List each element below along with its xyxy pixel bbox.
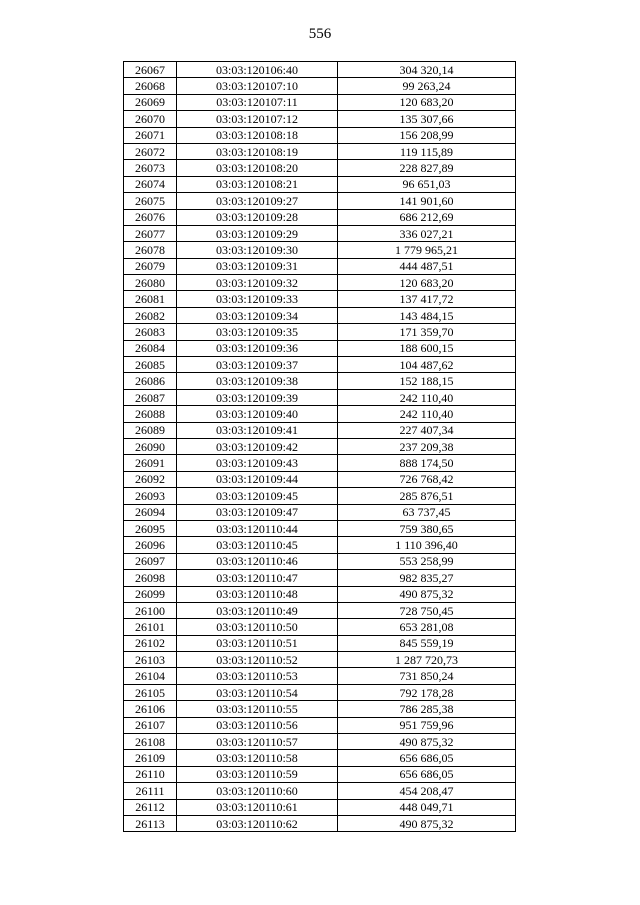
row-number-cell: 26071 [124, 127, 177, 143]
row-number-cell: 26080 [124, 275, 177, 291]
cadastral-value-cell: 99 263,24 [338, 78, 516, 94]
table-row [124, 766, 516, 782]
row-number-cell: 26072 [124, 143, 177, 159]
page-number: 556 [308, 26, 332, 42]
row-number-cell: 26096 [124, 537, 177, 553]
row-number-cell: 26076 [124, 209, 177, 225]
row-number-cell: 26082 [124, 307, 177, 323]
table-row [124, 275, 516, 291]
row-number-cell: 26083 [124, 324, 177, 340]
cadastral-value-cell: 845 559,19 [338, 635, 516, 651]
table-row [124, 225, 516, 241]
cadastral-number-cell: 03:03:120109:47 [177, 504, 338, 520]
row-number-cell: 26106 [124, 701, 177, 717]
row-number-cell: 26100 [124, 602, 177, 618]
cadastral-value-cell: 792 178,28 [338, 684, 516, 700]
cadastral-value-cell: 227 407,34 [338, 422, 516, 438]
cadastral-value-cell: 726 768,42 [338, 471, 516, 487]
table-row [124, 586, 516, 602]
cadastral-number-cell: 03:03:120110:46 [177, 553, 338, 569]
cadastral-value-cell: 1 779 965,21 [338, 242, 516, 258]
cadastral-value-cell: 656 686,05 [338, 750, 516, 766]
cadastral-value-cell: 1 287 720,73 [338, 652, 516, 668]
table-row [124, 684, 516, 700]
row-number-cell: 26068 [124, 78, 177, 94]
table-row [124, 389, 516, 405]
table-row [124, 520, 516, 536]
cadastral-number-cell: 03:03:120109:43 [177, 455, 338, 471]
table-row [124, 160, 516, 176]
cadastral-value-cell: 656 686,05 [338, 766, 516, 782]
row-number-cell: 26075 [124, 193, 177, 209]
cadastral-value-cell: 141 901,60 [338, 193, 516, 209]
cadastral-value-cell: 490 875,32 [338, 815, 516, 831]
cadastral-number-cell: 03:03:120109:37 [177, 357, 338, 373]
table-row [124, 455, 516, 471]
table-row [124, 62, 516, 78]
table-row [124, 652, 516, 668]
cadastral-value-cell: 786 285,38 [338, 701, 516, 717]
table-row [124, 619, 516, 635]
table-row [124, 307, 516, 323]
table-row [124, 324, 516, 340]
row-number-cell: 26078 [124, 242, 177, 258]
row-number-cell: 26088 [124, 406, 177, 422]
table-row [124, 717, 516, 733]
cadastral-number-cell: 03:03:120109:35 [177, 324, 338, 340]
cadastral-value-cell: 156 208,99 [338, 127, 516, 143]
row-number-cell: 26104 [124, 668, 177, 684]
cadastral-value-cell: 120 683,20 [338, 275, 516, 291]
row-number-cell: 26073 [124, 160, 177, 176]
cadastral-number-cell: 03:03:120110:59 [177, 766, 338, 782]
cadastral-number-cell: 03:03:120109:44 [177, 471, 338, 487]
table-row [124, 750, 516, 766]
row-number-cell: 26070 [124, 111, 177, 127]
cadastral-number-cell: 03:03:120109:40 [177, 406, 338, 422]
cadastral-value-cell: 444 487,51 [338, 258, 516, 274]
row-number-cell: 26108 [124, 734, 177, 750]
table-row [124, 209, 516, 225]
cadastral-number-cell: 03:03:120109:45 [177, 488, 338, 504]
table-row [124, 537, 516, 553]
cadastral-number-cell: 03:03:120109:29 [177, 225, 338, 241]
row-number-cell: 26093 [124, 488, 177, 504]
cadastral-number-cell: 03:03:120109:27 [177, 193, 338, 209]
cadastral-number-cell: 03:03:120108:18 [177, 127, 338, 143]
cadastral-number-cell: 03:03:120107:10 [177, 78, 338, 94]
cadastral-value-cell: 553 258,99 [338, 553, 516, 569]
cadastral-value-cell: 454 208,47 [338, 783, 516, 799]
cadastral-number-cell: 03:03:120109:33 [177, 291, 338, 307]
cadastral-value-cell: 336 027,21 [338, 225, 516, 241]
cadastral-number-cell: 03:03:120110:54 [177, 684, 338, 700]
cadastral-value-cell: 951 759,96 [338, 717, 516, 733]
table-row [124, 504, 516, 520]
cadastral-value-cell: 731 850,24 [338, 668, 516, 684]
cadastral-number-cell: 03:03:120110:47 [177, 570, 338, 586]
row-number-cell: 26102 [124, 635, 177, 651]
row-number-cell: 26090 [124, 438, 177, 454]
table-row [124, 94, 516, 110]
table-row [124, 553, 516, 569]
cadastral-number-cell: 03:03:120110:51 [177, 635, 338, 651]
cadastral-value-cell: 759 380,65 [338, 520, 516, 536]
cadastral-number-cell: 03:03:120110:52 [177, 652, 338, 668]
cadastral-number-cell: 03:03:120110:55 [177, 701, 338, 717]
table-row [124, 471, 516, 487]
row-number-cell: 26067 [124, 62, 177, 78]
row-number-cell: 26092 [124, 471, 177, 487]
cadastral-number-cell: 03:03:120110:61 [177, 799, 338, 815]
cadastral-number-cell: 03:03:120110:48 [177, 586, 338, 602]
row-number-cell: 26079 [124, 258, 177, 274]
table-row [124, 602, 516, 618]
row-number-cell: 26074 [124, 176, 177, 192]
cadastral-number-cell: 03:03:120109:31 [177, 258, 338, 274]
table-row [124, 734, 516, 750]
cadastral-value-cell: 143 484,15 [338, 307, 516, 323]
table-row [124, 783, 516, 799]
cadastral-number-cell: 03:03:120108:21 [177, 176, 338, 192]
cadastral-value-cell: 982 835,27 [338, 570, 516, 586]
cadastral-number-cell: 03:03:120110:56 [177, 717, 338, 733]
cadastral-value-cell: 242 110,40 [338, 406, 516, 422]
cadastral-number-cell: 03:03:120109:41 [177, 422, 338, 438]
row-number-cell: 26111 [124, 783, 177, 799]
table-row [124, 357, 516, 373]
cadastral-value-cell: 171 359,70 [338, 324, 516, 340]
cadastral-number-cell: 03:03:120109:39 [177, 389, 338, 405]
cadastral-number-cell: 03:03:120109:32 [177, 275, 338, 291]
cadastral-number-cell: 03:03:120110:58 [177, 750, 338, 766]
cadastral-number-cell: 03:03:120109:42 [177, 438, 338, 454]
table-row [124, 176, 516, 192]
row-number-cell: 26069 [124, 94, 177, 110]
row-number-cell: 26113 [124, 815, 177, 831]
cadastral-number-cell: 03:03:120109:34 [177, 307, 338, 323]
cadastral-number-cell: 03:03:120110:49 [177, 602, 338, 618]
row-number-cell: 26095 [124, 520, 177, 536]
row-number-cell: 26084 [124, 340, 177, 356]
cadastral-number-cell: 03:03:120110:57 [177, 734, 338, 750]
cadastral-number-cell: 03:03:120107:12 [177, 111, 338, 127]
cadastral-value-cell: 490 875,32 [338, 734, 516, 750]
cadastral-number-cell: 03:03:120108:20 [177, 160, 338, 176]
table-row [124, 143, 516, 159]
table-row [124, 111, 516, 127]
row-number-cell: 26098 [124, 570, 177, 586]
cadastral-number-cell: 03:03:120109:28 [177, 209, 338, 225]
cadastral-value-cell: 686 212,69 [338, 209, 516, 225]
cadastral-value-cell: 242 110,40 [338, 389, 516, 405]
table-row [124, 291, 516, 307]
table-row [124, 422, 516, 438]
cadastral-value-cell: 228 827,89 [338, 160, 516, 176]
table-row [124, 438, 516, 454]
row-number-cell: 26091 [124, 455, 177, 471]
row-number-cell: 26086 [124, 373, 177, 389]
cadastral-number-cell: 03:03:120110:45 [177, 537, 338, 553]
cadastral-value-cell: 120 683,20 [338, 94, 516, 110]
cadastral-value-cell: 104 487,62 [338, 357, 516, 373]
row-number-cell: 26097 [124, 553, 177, 569]
row-number-cell: 26101 [124, 619, 177, 635]
cadastral-value-cell: 448 049,71 [338, 799, 516, 815]
table-row [124, 799, 516, 815]
cadastral-number-cell: 03:03:120110:44 [177, 520, 338, 536]
cadastral-value-cell: 135 307,66 [338, 111, 516, 127]
cadastral-value-cell: 285 876,51 [338, 488, 516, 504]
table-row [124, 488, 516, 504]
cadastral-number-cell: 03:03:120109:38 [177, 373, 338, 389]
cadastral-value-cell: 653 281,08 [338, 619, 516, 635]
cadastral-value-cell: 490 875,32 [338, 586, 516, 602]
row-number-cell: 26085 [124, 357, 177, 373]
cadastral-value-cell: 888 174,50 [338, 455, 516, 471]
table-row [124, 406, 516, 422]
cadastral-number-cell: 03:03:120110:60 [177, 783, 338, 799]
cadastral-number-cell: 03:03:120107:11 [177, 94, 338, 110]
cadastral-number-cell: 03:03:120110:62 [177, 815, 338, 831]
row-number-cell: 26109 [124, 750, 177, 766]
row-number-cell: 26077 [124, 225, 177, 241]
table-row [124, 668, 516, 684]
table-row [124, 701, 516, 717]
row-number-cell: 26087 [124, 389, 177, 405]
row-number-cell: 26107 [124, 717, 177, 733]
table-row [124, 78, 516, 94]
cadastral-value-cell: 237 209,38 [338, 438, 516, 454]
table-row [124, 635, 516, 651]
table-row [124, 340, 516, 356]
cadastral-value-cell: 63 737,45 [338, 504, 516, 520]
cadastral-value-cell: 152 188,15 [338, 373, 516, 389]
cadastral-number-cell: 03:03:120106:40 [177, 62, 338, 78]
cadastral-value-cell: 137 417,72 [338, 291, 516, 307]
cadastral-number-cell: 03:03:120110:50 [177, 619, 338, 635]
row-number-cell: 26103 [124, 652, 177, 668]
table-row [124, 127, 516, 143]
table-row [124, 242, 516, 258]
row-number-cell: 26112 [124, 799, 177, 815]
table-row [124, 815, 516, 831]
cadastral-number-cell: 03:03:120110:53 [177, 668, 338, 684]
cadastral-value-cell: 1 110 396,40 [338, 537, 516, 553]
cadastral-number-cell: 03:03:120109:30 [177, 242, 338, 258]
row-number-cell: 26094 [124, 504, 177, 520]
table-row [124, 570, 516, 586]
cadastral-number-cell: 03:03:120108:19 [177, 143, 338, 159]
table-row [124, 258, 516, 274]
table-row [124, 373, 516, 389]
table-body [124, 62, 516, 832]
cadastral-value-cell: 119 115,89 [338, 143, 516, 159]
row-number-cell: 26105 [124, 684, 177, 700]
cadastral-number-cell: 03:03:120109:36 [177, 340, 338, 356]
row-number-cell: 26081 [124, 291, 177, 307]
cadastral-value-cell: 728 750,45 [338, 602, 516, 618]
row-number-cell: 26110 [124, 766, 177, 782]
cadastral-value-table [123, 61, 516, 832]
cadastral-value-cell: 304 320,14 [338, 62, 516, 78]
row-number-cell: 26099 [124, 586, 177, 602]
row-number-cell: 26089 [124, 422, 177, 438]
cadastral-value-cell: 96 651,03 [338, 176, 516, 192]
cadastral-value-cell: 188 600,15 [338, 340, 516, 356]
table-row [124, 193, 516, 209]
